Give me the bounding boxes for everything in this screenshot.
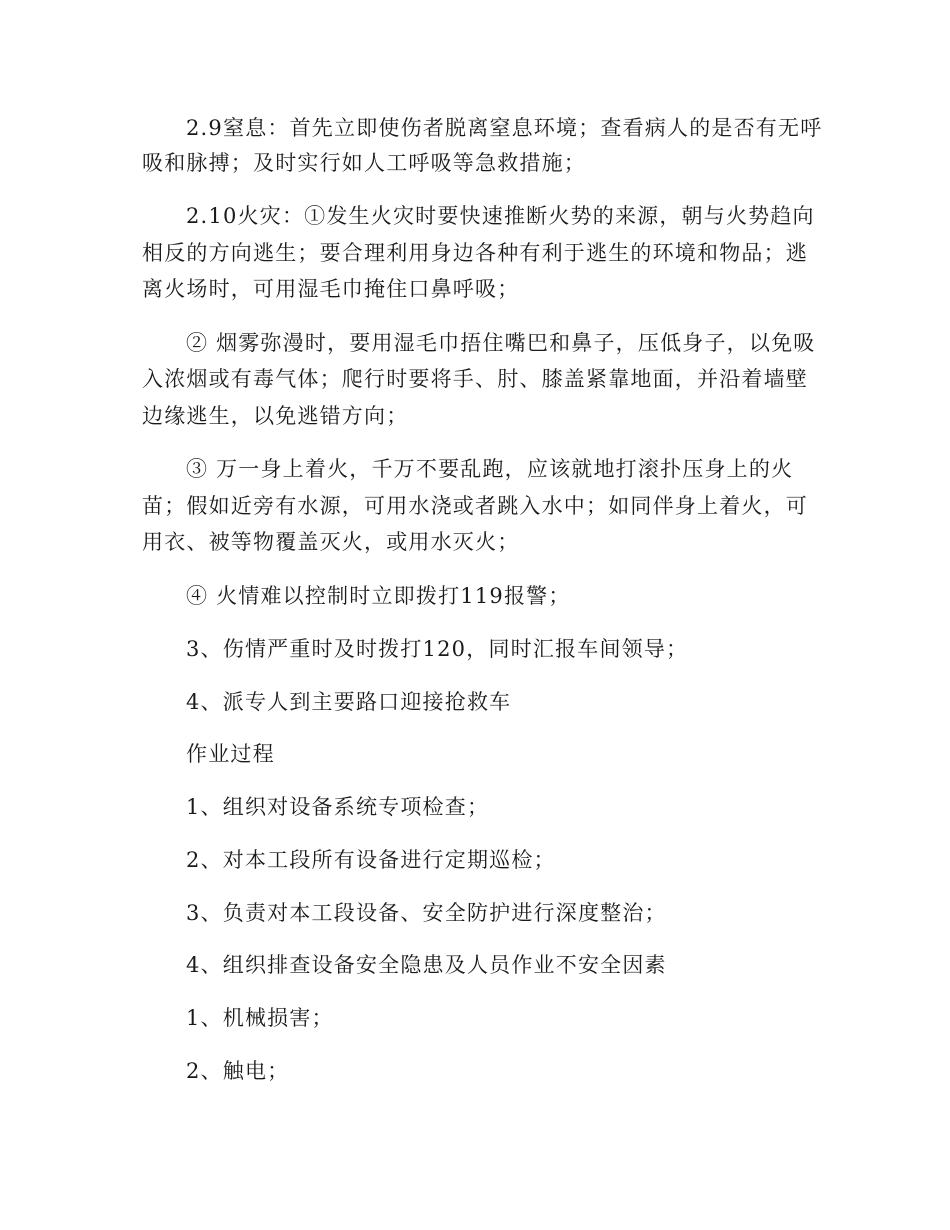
text-line: 离火场时，可用湿毛巾掩住口鼻呼吸； [142, 277, 520, 301]
text-line: 2、对本工段所有设备进行定期巡检； [186, 848, 556, 872]
text-line: 4、组织排查设备安全隐患及人员作业不安全因素 [186, 953, 667, 977]
text-line: 2、触电； [186, 1059, 290, 1083]
text-line: 2.9窒息：首先立即使伤者脱离窒息环境；查看病人的是否有无呼 [186, 116, 823, 140]
text-line: 苗；假如近旁有水源，可用水浇或者跳入水中；如同伴身上着火，可 [142, 494, 808, 518]
text-line: 边缘逃生，以免逃错方向； [142, 404, 409, 428]
text-line: 相反的方向逃生；要合理利用身边各种有利于逃生的环境和物品；逃 [142, 241, 808, 265]
text-line: 用衣、被等物覆盖灭火，或用水灭火； [142, 530, 520, 554]
text-line: 1、机械损害； [186, 1006, 334, 1030]
text-line: ③ 万一身上着火，千万不要乱跑，应该就地打滚扑压身上的火 [186, 457, 794, 481]
text-line: 2.10火灾：①发生火灾时要快速推断火势的来源，朝与火势趋向 [186, 204, 815, 228]
section-heading: 作业过程 [186, 742, 275, 766]
text-line: 3、伤情严重时及时拨打120，同时汇报车间领导； [186, 637, 689, 661]
text-line: 4、派专人到主要路口迎接抢救车 [186, 690, 512, 714]
text-line: ② 烟雾弥漫时，要用湿毛巾捂住嘴巴和鼻子，压低身子，以免吸 [186, 331, 816, 355]
text-line: 1、组织对设备系统专项检查； [186, 795, 490, 819]
text-line: ④ 火情难以控制时立即拨打119报警； [186, 584, 571, 608]
text-line: 吸和脉搏；及时实行如人工呼吸等急救措施； [142, 151, 586, 175]
text-line: 3、负责对本工段设备、安全防护进行深度整治； [186, 901, 667, 925]
text-line: 入浓烟或有毒气体；爬行时要将手、肘、膝盖紧靠地面，并沿着墙壁 [142, 367, 808, 391]
